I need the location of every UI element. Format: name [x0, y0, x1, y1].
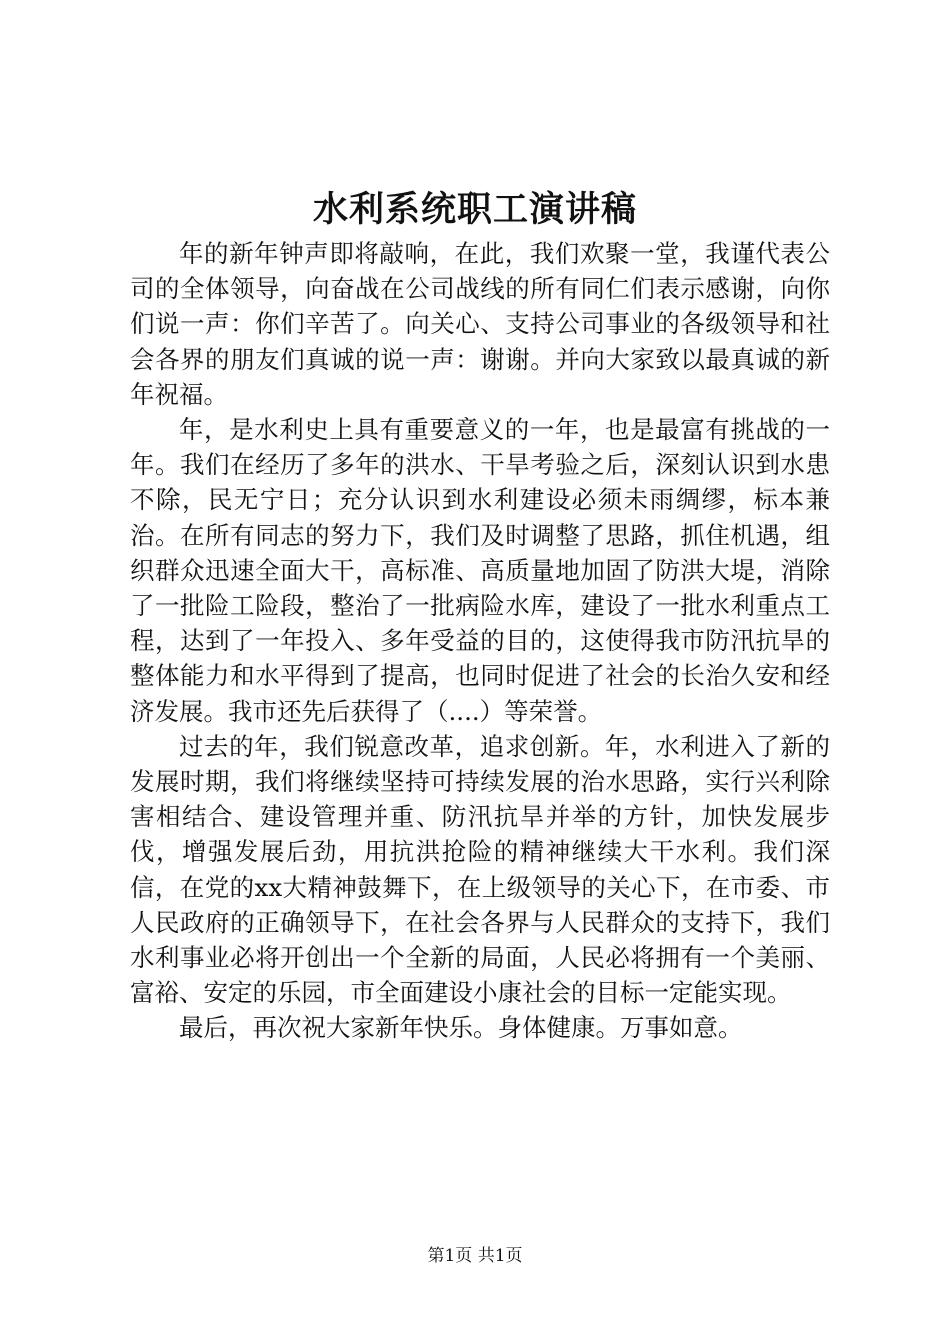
document-body [130, 236, 830, 1046]
paragraph-review: 年，是水利史上具有重要意义的一年，也是最富有挑战的一年。我们在经历了多年的洪水、干旱考验之后，深刻认识到水患不除，民无宁日；充分认识到水利建设必须未雨绸缪，标本兼治。在所有同志的努力下，我们及时调整了思路，抓住机遇，组织群众迅速全面大干，高标准、高质量地加固了防洪大堤，消除了一批险工险段，整治了一批病险水库，建设了一批水利重点工程，达到了一年投入、多年受益的目的，这使得我市防汛抗旱的整体能力和水平得到了提高，也同时促进了社会的长治久安和经济发展。我市还先后获得了（....）等荣誉。 [130, 415, 830, 726]
document-title: 水利系统职工演讲稿 [312, 189, 637, 230]
paragraph-outlook: 过去的年，我们锐意改革，追求创新。年，水利进入了新的发展时期，我们将继续坚持可持续发展的治水思路，实行兴利除害相结合、建设管理并重、防汛抗旱并举的方针，加快发展步伐，增强发展后劲，用抗洪抢险的精神继续大干水利。我们深信，在党的xx大精神鼓舞下，在上级领导的关心下，在市委、市人民政府的正确领导下，在社会各界与人民群众的支持下，我们水利事业必将开创出一个全新的局面，人民必将拥有一个美丽、富裕、安定的乐园，市全面建设小康社会的目标一定能实现。 [130, 731, 830, 1008]
paragraph-greeting: 年的新年钟声即将敲响，在此，我们欢聚一堂，我谨代表公司的全体领导，向奋战在公司战线的所有同仁们表示感谢，向你们说一声：你们辛苦了。向关心、支持公司事业的各级领导和社会各界的朋友们真诚的说一声：谢谢。并向大家致以最真诚的新年祝福。 [130, 239, 830, 409]
paragraph-closing: 最后，再次祝大家新年快乐。身体健康。万事如意。 [179, 1013, 743, 1043]
page-footer: 第1页 共1页 [427, 1246, 523, 1266]
